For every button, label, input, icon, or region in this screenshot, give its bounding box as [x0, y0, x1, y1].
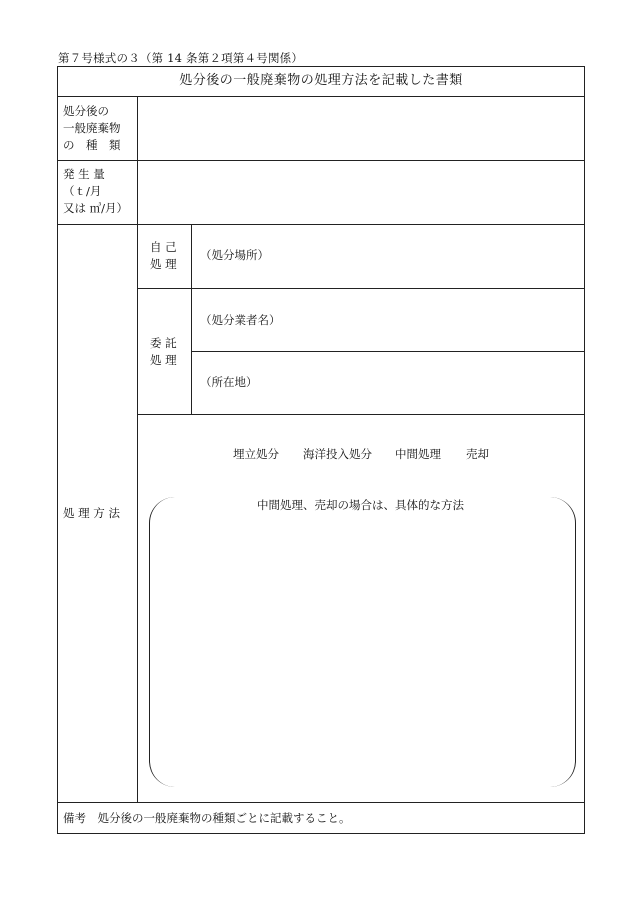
amount-label: [63, 166, 128, 217]
method-option-intermediate: 中間処理: [395, 447, 441, 461]
type-label: [63, 103, 133, 154]
rule-below-consigned: [137, 414, 585, 415]
bracket-mask-bottom: [180, 784, 545, 788]
form-number: 第７号様式の３（第 14 条第２項第４号関係）: [58, 51, 304, 65]
rule-contractor-address: [191, 351, 585, 352]
remarks: 備考 処分後の一般廃棄物の種類ごとに記載すること。: [63, 811, 351, 825]
type-label-line-2: 一般廃棄物: [63, 121, 121, 135]
consigned-processing-label-line-1: 委 託: [150, 336, 177, 350]
method-detail-label: 中間処理、売却の場合は、具体的な方法: [257, 498, 464, 512]
rule-below-self: [137, 288, 585, 289]
method-option-landfill: 埋立処分: [233, 447, 279, 461]
amount-label-line-2: （ｔ/月: [63, 184, 102, 198]
consigned-processing-label-line-2: 処 理: [150, 353, 177, 367]
location-label: （処分場所）: [200, 248, 269, 262]
type-label-line-3: の 種 類: [63, 138, 121, 152]
contractor-label: （処分業者名）: [200, 313, 281, 327]
sub-label-column-rule: [191, 224, 192, 414]
self-processing-label-line-2: 処 理: [150, 257, 177, 271]
document-title: 処分後の一般廃棄物の処理方法を記載した書類: [179, 73, 463, 88]
label-column-rule: [137, 96, 138, 802]
method-detail-bracket: [149, 497, 576, 787]
self-processing-label-line-1: 自 己: [150, 240, 177, 254]
type-label-line-1: 処分後の: [63, 104, 109, 118]
consigned-processing-label: [150, 335, 177, 369]
address-label: （所在地）: [200, 375, 258, 389]
rule-above-remarks: [57, 802, 585, 803]
self-processing-label: [150, 239, 177, 273]
method-label: 処 理 方 法: [63, 506, 120, 520]
method-option-sale: 売却: [466, 447, 489, 461]
amount-label-line-3: 又は ㎥/月）: [63, 201, 129, 215]
amount-label-line-1: 発 生 量: [63, 167, 105, 181]
method-option-ocean-dumping: 海洋投入処分: [303, 447, 372, 461]
